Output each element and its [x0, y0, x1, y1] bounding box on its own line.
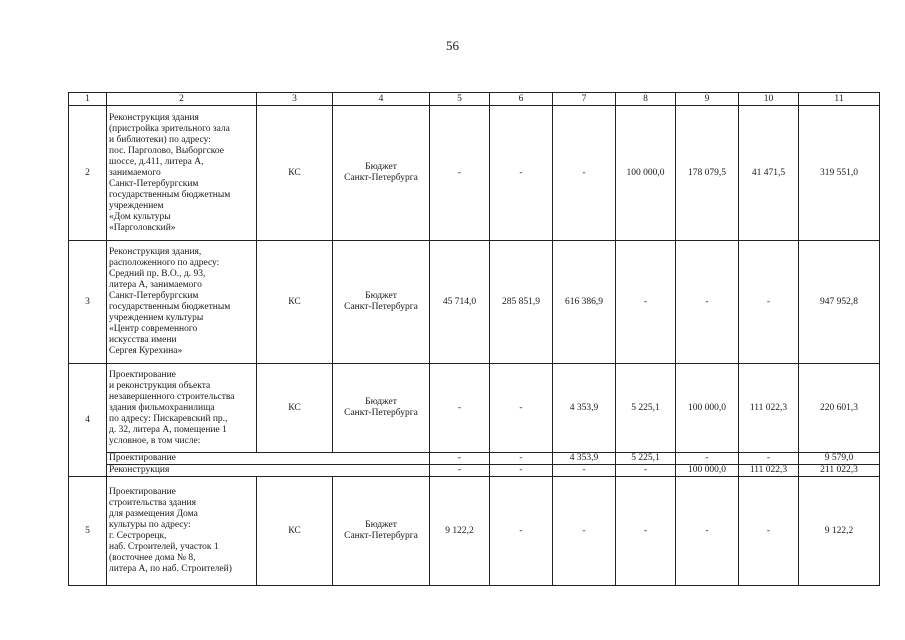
source-line: Бюджет [365, 162, 397, 172]
value-cell: - [430, 106, 490, 241]
object-description [107, 364, 257, 453]
table-row [69, 364, 880, 453]
object-description [107, 106, 257, 241]
row-number: 5 [69, 477, 107, 586]
desc-line: учреждением культуры [109, 313, 204, 323]
desc-line: г. Сестрорецк, [109, 531, 167, 541]
desc-line: (восточнее дома № 8, [109, 553, 196, 563]
header-cell: 2 [107, 93, 257, 106]
object-description [107, 477, 257, 586]
value-cell: 100 000,0 [616, 106, 676, 241]
source-line: Бюджет [365, 291, 397, 301]
value-cell: - [616, 241, 676, 364]
total-cell: 211 022,3 [799, 465, 880, 477]
value-cell: - [430, 453, 490, 465]
work-type: КС [257, 241, 333, 364]
source-line: Санкт-Петербурга [344, 531, 418, 541]
value-cell: - [739, 241, 799, 364]
funding-source [333, 477, 430, 586]
desc-line: строительства здания [109, 498, 196, 508]
total-cell: 220 601,3 [799, 364, 880, 453]
table-subrow [69, 453, 880, 465]
value-cell: - [676, 241, 739, 364]
value-cell: 178 079,5 [676, 106, 739, 241]
header-cell: 7 [553, 93, 616, 106]
value-cell: - [553, 477, 616, 586]
source-line: Бюджет [365, 397, 397, 407]
desc-line: Санкт-Петербургским [109, 178, 199, 189]
desc-line: для размещения Дома [109, 509, 198, 519]
value-cell: - [490, 465, 553, 477]
row-number: 4 [69, 364, 107, 477]
value-cell: - [616, 477, 676, 586]
desc-line: и библиотеки) по адресу: [109, 134, 211, 145]
desc-line: здания фильмохранилища [109, 402, 215, 413]
value-cell: - [490, 453, 553, 465]
total-cell: 319 551,0 [799, 106, 880, 241]
value-cell: - [616, 465, 676, 477]
value-cell: 9 122,2 [430, 477, 490, 586]
value-cell: 45 714,0 [430, 241, 490, 364]
source-line: Санкт-Петербурга [344, 302, 418, 312]
desc-line: искусства имени [109, 335, 177, 345]
value-cell: - [490, 364, 553, 453]
work-type: КС [257, 477, 333, 586]
desc-line: шоссе, д.411, литера А, [109, 156, 204, 167]
desc-line: культуры по адресу: [109, 520, 191, 530]
table-subrow [69, 465, 880, 477]
budget-table [68, 92, 880, 586]
header-row [69, 93, 880, 106]
value-cell: 111 022,3 [739, 465, 799, 477]
header-cell: 3 [257, 93, 333, 106]
desc-line: Реконструкция здания [109, 112, 199, 123]
table-row [69, 241, 880, 364]
desc-line: наб. Строителей, участок 1 [109, 542, 219, 552]
value-cell: - [430, 465, 490, 477]
desc-line: Проектирование [109, 369, 176, 380]
header-cell: 9 [676, 93, 739, 106]
desc-line: и реконструкция объекта [109, 380, 211, 391]
value-cell: - [739, 453, 799, 465]
page-number: 56 [446, 38, 459, 53]
desc-line: литера А, по наб. Строителей) [109, 564, 232, 574]
value-cell: - [490, 477, 553, 586]
source-line: Санкт-Петербурга [344, 408, 418, 418]
desc-line: литера А, занимаемого [109, 280, 202, 290]
desc-line: Реконструкция здания, [109, 247, 202, 257]
value-cell: 111 022,3 [739, 364, 799, 453]
value-cell: - [553, 465, 616, 477]
desc-line: учреждением [109, 200, 164, 211]
desc-line: Санкт-Петербургским [109, 291, 199, 301]
desc-line: занимаемого [109, 167, 161, 178]
funding-source [333, 241, 430, 364]
value-cell: 100 000,0 [676, 364, 739, 453]
value-cell: 616 386,9 [553, 241, 616, 364]
work-type: КС [257, 106, 333, 241]
subrow-label: Реконструкция [107, 465, 430, 477]
desc-line: пос. Парголово, Выборгское [109, 145, 224, 156]
header-cell: 4 [333, 93, 430, 106]
value-cell: - [676, 477, 739, 586]
desc-line: незавершенного строительства [109, 391, 235, 402]
desc-line: «Центр современного [109, 324, 198, 334]
table-row [69, 477, 880, 586]
value-cell: 100 000,0 [676, 465, 739, 477]
source-line: Санкт-Петербурга [344, 173, 418, 183]
desc-line: (пристройка зрительного зала [109, 123, 230, 134]
desc-line: условное, в том числе: [109, 435, 201, 446]
desc-line: д. 32, литера А, помещение 1 [109, 424, 227, 435]
value-cell: - [490, 106, 553, 241]
value-cell: 5 225,1 [616, 364, 676, 453]
header-cell: 8 [616, 93, 676, 106]
work-type: КС [257, 364, 333, 453]
value-cell: 4 353,9 [553, 453, 616, 465]
desc-line: «Парголовский» [109, 222, 176, 233]
funding-source [333, 106, 430, 241]
desc-line: государственным бюджетным [109, 302, 231, 312]
object-description [107, 241, 257, 364]
total-cell: 9 122,2 [799, 477, 880, 586]
header-cell: 6 [490, 93, 553, 106]
row-number: 3 [69, 241, 107, 364]
value-cell: 5 225,1 [616, 453, 676, 465]
value-cell: - [553, 106, 616, 241]
source-line: Бюджет [365, 520, 397, 530]
funding-source [333, 364, 430, 453]
value-cell: 285 851,9 [490, 241, 553, 364]
value-cell: - [739, 477, 799, 586]
row-number: 2 [69, 106, 107, 241]
table-row [69, 106, 880, 241]
value-cell: 4 353,9 [553, 364, 616, 453]
value-cell: - [676, 453, 739, 465]
total-cell: 947 952,8 [799, 241, 880, 364]
desc-line: Проектирование [109, 487, 176, 497]
header-cell: 11 [799, 93, 880, 106]
header-cell: 1 [69, 93, 107, 106]
desc-line: «Дом культуры [109, 211, 171, 222]
desc-line: расположенного по адресу: [109, 258, 220, 268]
desc-line: по адресу: Пискаревский пр., [109, 413, 228, 424]
desc-line: Сергея Курехина» [109, 346, 183, 356]
header-cell: 10 [739, 93, 799, 106]
desc-line: государственным бюджетным [109, 189, 231, 200]
header-cell: 5 [430, 93, 490, 106]
value-cell: 41 471,5 [739, 106, 799, 241]
subrow-label: Проектирование [107, 453, 430, 465]
desc-line: Средний пр. В.О., д. 93, [109, 269, 206, 279]
total-cell: 9 579,0 [799, 453, 880, 465]
value-cell: - [430, 364, 490, 453]
